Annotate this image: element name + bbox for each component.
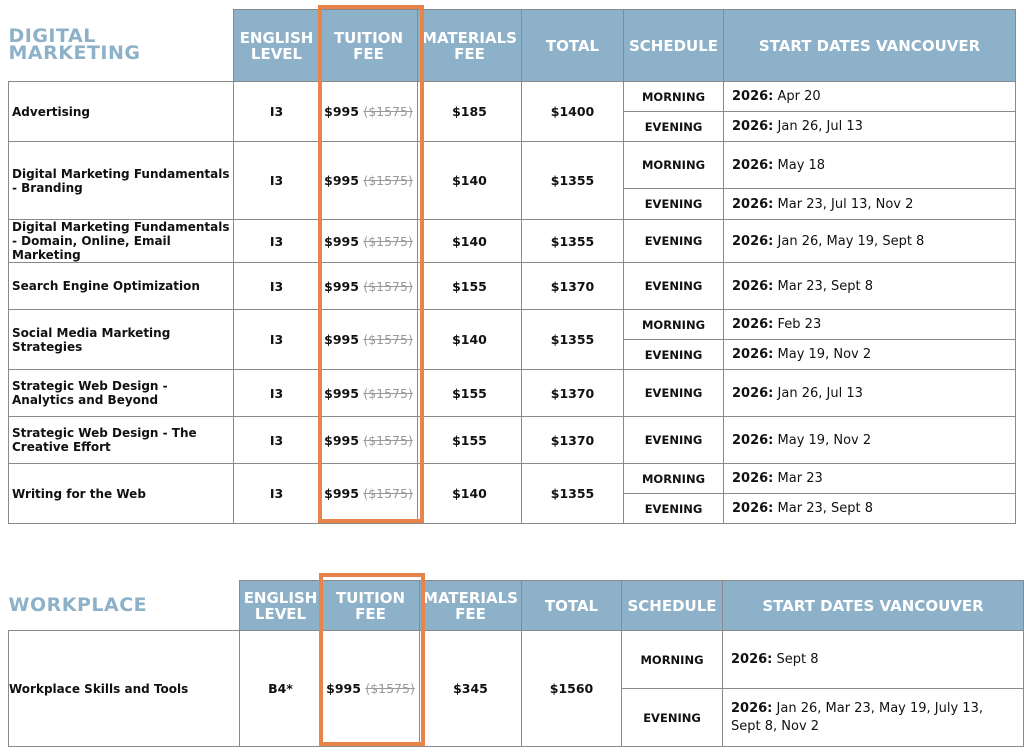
total-fee: $1355 [522,310,624,370]
start-year: 2026: [732,89,774,104]
start-dates: Mar 23, Jul 13, Nov 2 [777,196,914,212]
header-tuition-fee: TUITION FEE [322,581,420,631]
materials-fee: $140 [418,464,522,524]
course-name: Workplace Skills and Tools [9,631,240,747]
start-dates-cell [724,112,1016,142]
header-schedule: SCHEDULE [624,10,724,82]
course-name: Social Media Marketing Strategies [9,310,234,370]
schedule-time: MORNING [624,310,724,340]
section-title: DIGITAL MARKETING [8,25,141,65]
schedule-time: EVENING [624,494,724,524]
table-row [9,142,1016,189]
materials-fee: $140 [418,220,522,263]
tuition-fee-original: ($1575) [363,486,413,501]
total-fee: $1560 [522,631,622,747]
tuition-fee-cell [320,82,418,142]
start-dates: Mar 23, Sept 8 [777,501,873,516]
english-level: I3 [234,464,320,524]
tuition-fee-original: ($1575) [363,278,413,294]
schedule-time: EVENING [624,263,724,310]
start-dates-cell [724,340,1016,370]
start-year: 2026: [732,385,774,401]
start-dates-cell [724,220,1016,263]
total-fee: $1355 [522,142,624,220]
section-title: WORKPLACE [8,593,148,616]
schedule-time: EVENING [624,189,724,220]
schedule-time: MORNING [624,142,724,189]
table-row [9,417,1016,464]
start-dates: May 19, Nov 2 [777,347,872,362]
start-dates-cell [724,263,1016,310]
tuition-fee: $995 [324,278,359,294]
total-fee: $1370 [522,417,624,464]
start-dates-cell [724,417,1016,464]
start-dates: Jan 26, Mar 23, May 19, July 13, Sept 8, Nov 2 [731,700,983,734]
header-total: TOTAL [522,581,622,631]
start-dates: May 19, Nov 2 [777,432,872,448]
start-dates: Jan 26, Jul 13 [777,119,863,134]
tuition-fee: $995 [324,233,359,249]
materials-fee: $155 [418,370,522,417]
start-year: 2026: [732,347,774,362]
start-dates-cell [724,464,1016,494]
tuition-fee-original: ($1575) [365,681,415,696]
tuition-fee-cell [320,464,418,524]
total-fee: $1400 [522,82,624,142]
start-dates-cell [724,494,1016,524]
total-fee: $1370 [522,263,624,310]
header-start-dates: START DATES VANCOUVER [724,10,1016,82]
tuition-fee-cell [320,370,418,417]
english-level: I3 [234,220,320,263]
start-year: 2026: [732,119,774,134]
start-year: 2026: [732,501,774,516]
tuition-fee: $995 [324,104,359,119]
tuition-fee-original: ($1575) [363,332,413,347]
workplace-table [8,580,1024,747]
schedule-time: EVENING [624,417,724,464]
table-row [9,631,1024,689]
tuition-fee: $995 [324,332,359,347]
table-row [9,220,1016,263]
header-schedule: SCHEDULE [622,581,723,631]
tuition-fee-original: ($1575) [363,104,413,119]
materials-fee: $155 [418,417,522,464]
start-year: 2026: [732,317,774,332]
start-dates: Mar 23 [777,471,823,486]
digital-marketing-table [8,9,1016,524]
schedule-time: MORNING [624,464,724,494]
table-row [9,370,1016,417]
tuition-fee: $995 [324,432,359,448]
tuition-fee-original: ($1575) [363,432,413,448]
course-name: Advertising [9,82,234,142]
header-materials-fee: MATERIALS FEE [418,10,522,82]
start-year: 2026: [732,196,774,212]
tuition-fee-original: ($1575) [363,173,413,188]
start-dates: Sept 8 [776,652,819,667]
table-row [9,82,1016,112]
start-dates: Jan 26, May 19, Sept 8 [777,233,925,249]
start-year: 2026: [732,471,774,486]
materials-fee: $345 [420,631,522,747]
header-start-dates: START DATES VANCOUVER [723,581,1024,631]
start-dates-cell [724,82,1016,112]
tuition-fee-cell [322,631,420,747]
materials-fee: $155 [418,263,522,310]
tuition-fee-original: ($1575) [363,233,413,249]
english-level: I3 [234,142,320,220]
course-name: Search Engine Optimization [9,263,234,310]
tuition-fee: $995 [326,681,361,696]
tuition-fee-cell [320,220,418,263]
course-name: Writing for the Web [9,464,234,524]
start-dates-cell [724,370,1016,417]
english-level: I3 [234,370,320,417]
header-english-level: ENGLISH LEVEL [240,581,322,631]
start-year: 2026: [732,278,774,294]
table-row [9,263,1016,310]
start-dates-cell [723,689,1024,747]
schedule-time: EVENING [624,370,724,417]
table-row [9,310,1016,340]
schedule-time: MORNING [622,631,723,689]
start-dates-cell [724,189,1016,220]
start-dates: Feb 23 [777,317,822,332]
total-fee: $1370 [522,370,624,417]
header-tuition-fee: TUITION FEE [320,10,418,82]
course-name: Strategic Web Design - The Creative Effort [9,417,234,464]
english-level: I3 [234,310,320,370]
schedule-time: EVENING [624,340,724,370]
start-dates-cell [723,631,1024,689]
schedule-time: EVENING [622,689,723,747]
course-name: Strategic Web Design - Analytics and Beyond [9,370,234,417]
total-fee: $1355 [522,464,624,524]
header-total: TOTAL [522,10,624,82]
section-title-cell [9,10,234,82]
section-title-cell [9,581,240,631]
english-level: I3 [234,82,320,142]
materials-fee: $185 [418,82,522,142]
english-level: I3 [234,263,320,310]
tuition-fee: $995 [324,486,359,501]
header-materials-fee: MATERIALS FEE [420,581,522,631]
table-row [9,464,1016,494]
tuition-fee: $995 [324,385,359,401]
start-year: 2026: [732,432,774,448]
materials-fee: $140 [418,310,522,370]
start-dates: Apr 20 [777,89,821,104]
schedule-time: EVENING [624,112,724,142]
start-year: 2026: [732,157,774,173]
english-level: B4* [240,631,322,747]
total-fee: $1355 [522,220,624,263]
start-dates: Jan 26, Jul 13 [777,385,863,401]
start-dates: Mar 23, Sept 8 [777,278,873,294]
tuition-fee-cell [320,142,418,220]
tuition-fee: $995 [324,173,359,188]
course-name: Digital Marketing Fundamentals - Domain, Online, Email Marketing [9,220,234,263]
tuition-fee-cell [320,310,418,370]
schedule-time: MORNING [624,82,724,112]
start-year: 2026: [731,700,773,716]
start-year: 2026: [732,233,774,249]
start-year: 2026: [731,652,773,667]
materials-fee: $140 [418,142,522,220]
tuition-fee-cell [320,417,418,464]
schedule-time: EVENING [624,220,724,263]
tuition-fee-original: ($1575) [363,385,413,401]
course-name: Digital Marketing Fundamentals - Branding [9,142,234,220]
header-english-level: ENGLISH LEVEL [234,10,320,82]
start-dates-cell [724,142,1016,189]
tuition-fee-cell [320,263,418,310]
english-level: I3 [234,417,320,464]
start-dates-cell [724,310,1016,340]
start-dates: May 18 [777,157,826,173]
